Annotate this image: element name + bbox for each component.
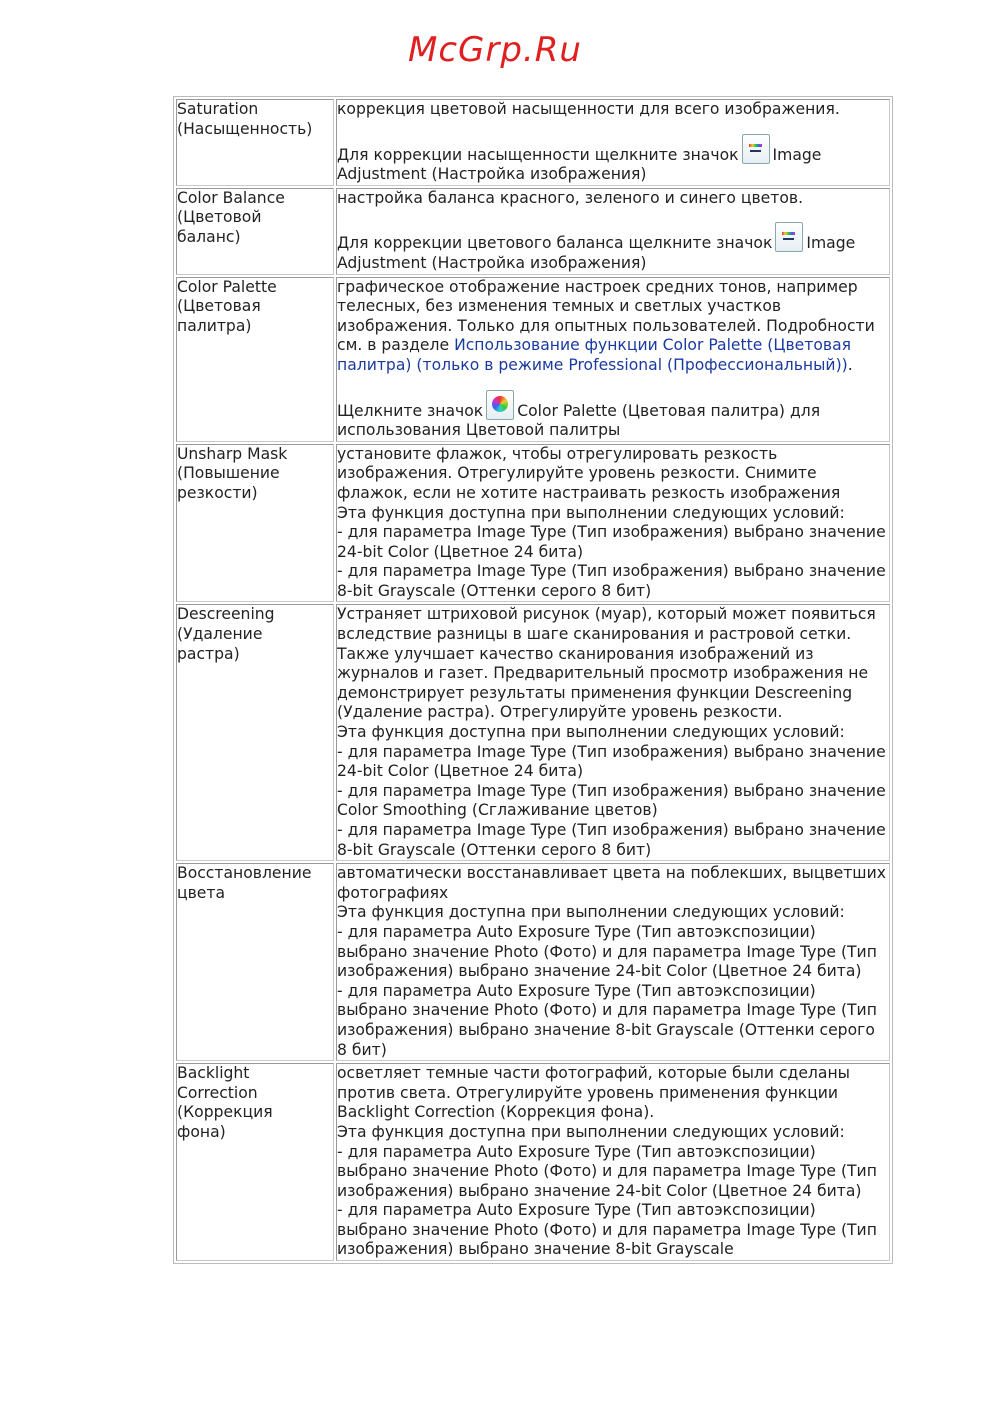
term-cell xyxy=(176,863,334,1061)
description xyxy=(337,390,888,441)
description: - для параметра Image Type (Тип изображения) выбрано значение Color Smoothing (Сглаживание цветов) xyxy=(337,781,886,820)
term: Backlight xyxy=(177,1064,250,1083)
term-cell xyxy=(176,99,334,186)
description-cell xyxy=(336,1063,890,1261)
table-row xyxy=(176,444,890,603)
term: (Повышение xyxy=(177,464,280,483)
term: Color Palette xyxy=(177,277,277,296)
description: - для параметра Auto Exposure Type (Тип автоэкспозиции) выбрано значение Photo (Фото) и для параметра Image Type (Тип изображения) выбрано значение 24-bit Color (Цветное 24 бита) xyxy=(337,1142,877,1200)
color-palette-link[interactable]: Использование функции Color Palette (Цветовая палитра) (только в режиме Professional (Профессиональный)) xyxy=(337,336,852,374)
text: Для коррекции цветового баланса щелкните значок xyxy=(337,234,773,253)
text: Color Palette (Цветовая палитра) для использования Цветовой палитры xyxy=(337,401,821,440)
description: установите флажок, чтобы отрегулировать резкость изображения. Отрегулируйте уровень резкости. Снимите флажок, если не хотите настраивать резкость изображения xyxy=(337,444,841,502)
description: - для параметра Auto Exposure Type (Тип автоэкспозиции) выбрано значение Photo (Фото) и для параметра Image Type (Тип изображения) выбрано значение 24-bit Color (Цветное 24 бита) xyxy=(337,922,877,981)
text: Для коррекции насыщенности щелкните значок xyxy=(337,145,739,164)
color-palette-icon xyxy=(486,390,514,420)
term: Descreening xyxy=(177,605,275,624)
description: - для параметра Auto Exposure Type (Тип автоэкспозиции) выбрано значение Photo (Фото) и для параметра Image Type (Тип изображения) выбрано значение 8-bit Grayscale xyxy=(337,1201,877,1259)
term: палитра) xyxy=(177,316,252,335)
term: (Цветовая xyxy=(177,297,261,316)
description-cell xyxy=(336,604,890,861)
term-cell xyxy=(176,188,334,275)
term: Unsharp Mask xyxy=(177,444,288,463)
description-cell xyxy=(336,863,890,1061)
term-cell xyxy=(176,1063,334,1261)
text: . xyxy=(847,355,853,374)
description: Эта функция доступна при выполнении следующих условий: xyxy=(337,1122,845,1141)
table-row xyxy=(176,863,890,1061)
description: - для параметра Auto Exposure Type (Тип автоэкспозиции) выбрано значение Photo (Фото) и для параметра Image Type (Тип изображения) выбрано значение 8-bit Grayscale (Оттенки серого 8 бит) xyxy=(337,981,877,1059)
description: - для параметра Image Type (Тип изображения) выбрано значение 24-bit Color (Цветное 24 бита) xyxy=(337,523,886,561)
term: резкости) xyxy=(177,483,258,502)
description-cell xyxy=(336,277,890,442)
term: (Насыщенность) xyxy=(177,119,313,138)
term: растра) xyxy=(177,644,240,663)
description: осветляет темные части фотографий, которые были сделаны против света. Отрегулируйте уровень применения функции Backlight Correction (Коррекция фона). xyxy=(337,1064,850,1122)
text: Image Adjustment (Настройка изображения) xyxy=(337,234,856,272)
description xyxy=(337,134,888,185)
text: Image Adjustment (Настройка изображения) xyxy=(337,145,822,184)
term: цвета xyxy=(177,883,226,902)
table-row xyxy=(176,188,890,275)
description: настройка баланса красного, зеленого и синего цветов. xyxy=(337,188,804,207)
description: Устраняет штриховой рисунок (муар), который может появиться вследствие разницы в шаге сканирования и растровой сетки. Также улучшает качество сканирования изображений из журналов и газет. Предварительный просмотр изображения не демонстрирует результаты применения функции Descreening (Удаление растра). Отрегулируйте уровень резкости. xyxy=(337,605,876,722)
text: графическое отображение настроек средних тонов, например телесных, без изменения темных и светлых участков изображения. Только для опытных пользователей. Подробности см. в разделе xyxy=(337,277,875,355)
description: - для параметра Image Type (Тип изображения) выбрано значение 8-bit Grayscale (Оттенки серого 8 бит) xyxy=(337,821,886,859)
table-row xyxy=(176,1063,890,1261)
text: Щелкните значок xyxy=(337,401,484,420)
description-cell xyxy=(336,99,890,186)
term-cell xyxy=(176,444,334,603)
term: Восстановление xyxy=(177,864,312,883)
table-row xyxy=(176,99,890,186)
description: автоматически восстанавливает цвета на поблекших, выцветших фотографиях xyxy=(337,864,886,902)
description: Эта функция доступна при выполнении следующих условий: xyxy=(337,723,845,742)
term: (Коррекция xyxy=(177,1103,273,1122)
term: фона) xyxy=(177,1122,226,1141)
image-adjustment-icon xyxy=(742,134,770,164)
description: - для параметра Image Type (Тип изображения) выбрано значение 8-bit Grayscale (Оттенки серого 8 бит) xyxy=(337,562,886,600)
term-cell xyxy=(176,604,334,861)
term: (Цветовой xyxy=(177,208,262,227)
watermark: McGrp.Ru xyxy=(408,30,582,70)
term: Color Balance xyxy=(177,188,285,207)
description xyxy=(337,222,888,273)
description: - для параметра Image Type (Тип изображения) выбрано значение 24-bit Color (Цветное 24 бита) xyxy=(337,742,886,781)
settings-table xyxy=(173,96,893,1264)
description: Эта функция доступна при выполнении следующих условий: xyxy=(337,503,845,522)
description-cell xyxy=(336,188,890,275)
term: Saturation xyxy=(177,100,259,118)
description: коррекция цветовой насыщенности для всего изображения. xyxy=(337,100,840,118)
description: Эта функция доступна при выполнении следующих условий: xyxy=(337,903,845,922)
table-row xyxy=(176,604,890,861)
term-cell xyxy=(176,277,334,442)
image-adjustment-icon xyxy=(775,222,803,252)
term: (Удаление xyxy=(177,625,263,644)
description-cell xyxy=(336,444,890,603)
description xyxy=(337,278,888,376)
table-row xyxy=(176,277,890,442)
term: Correction xyxy=(177,1083,258,1102)
term: баланс) xyxy=(177,227,241,246)
